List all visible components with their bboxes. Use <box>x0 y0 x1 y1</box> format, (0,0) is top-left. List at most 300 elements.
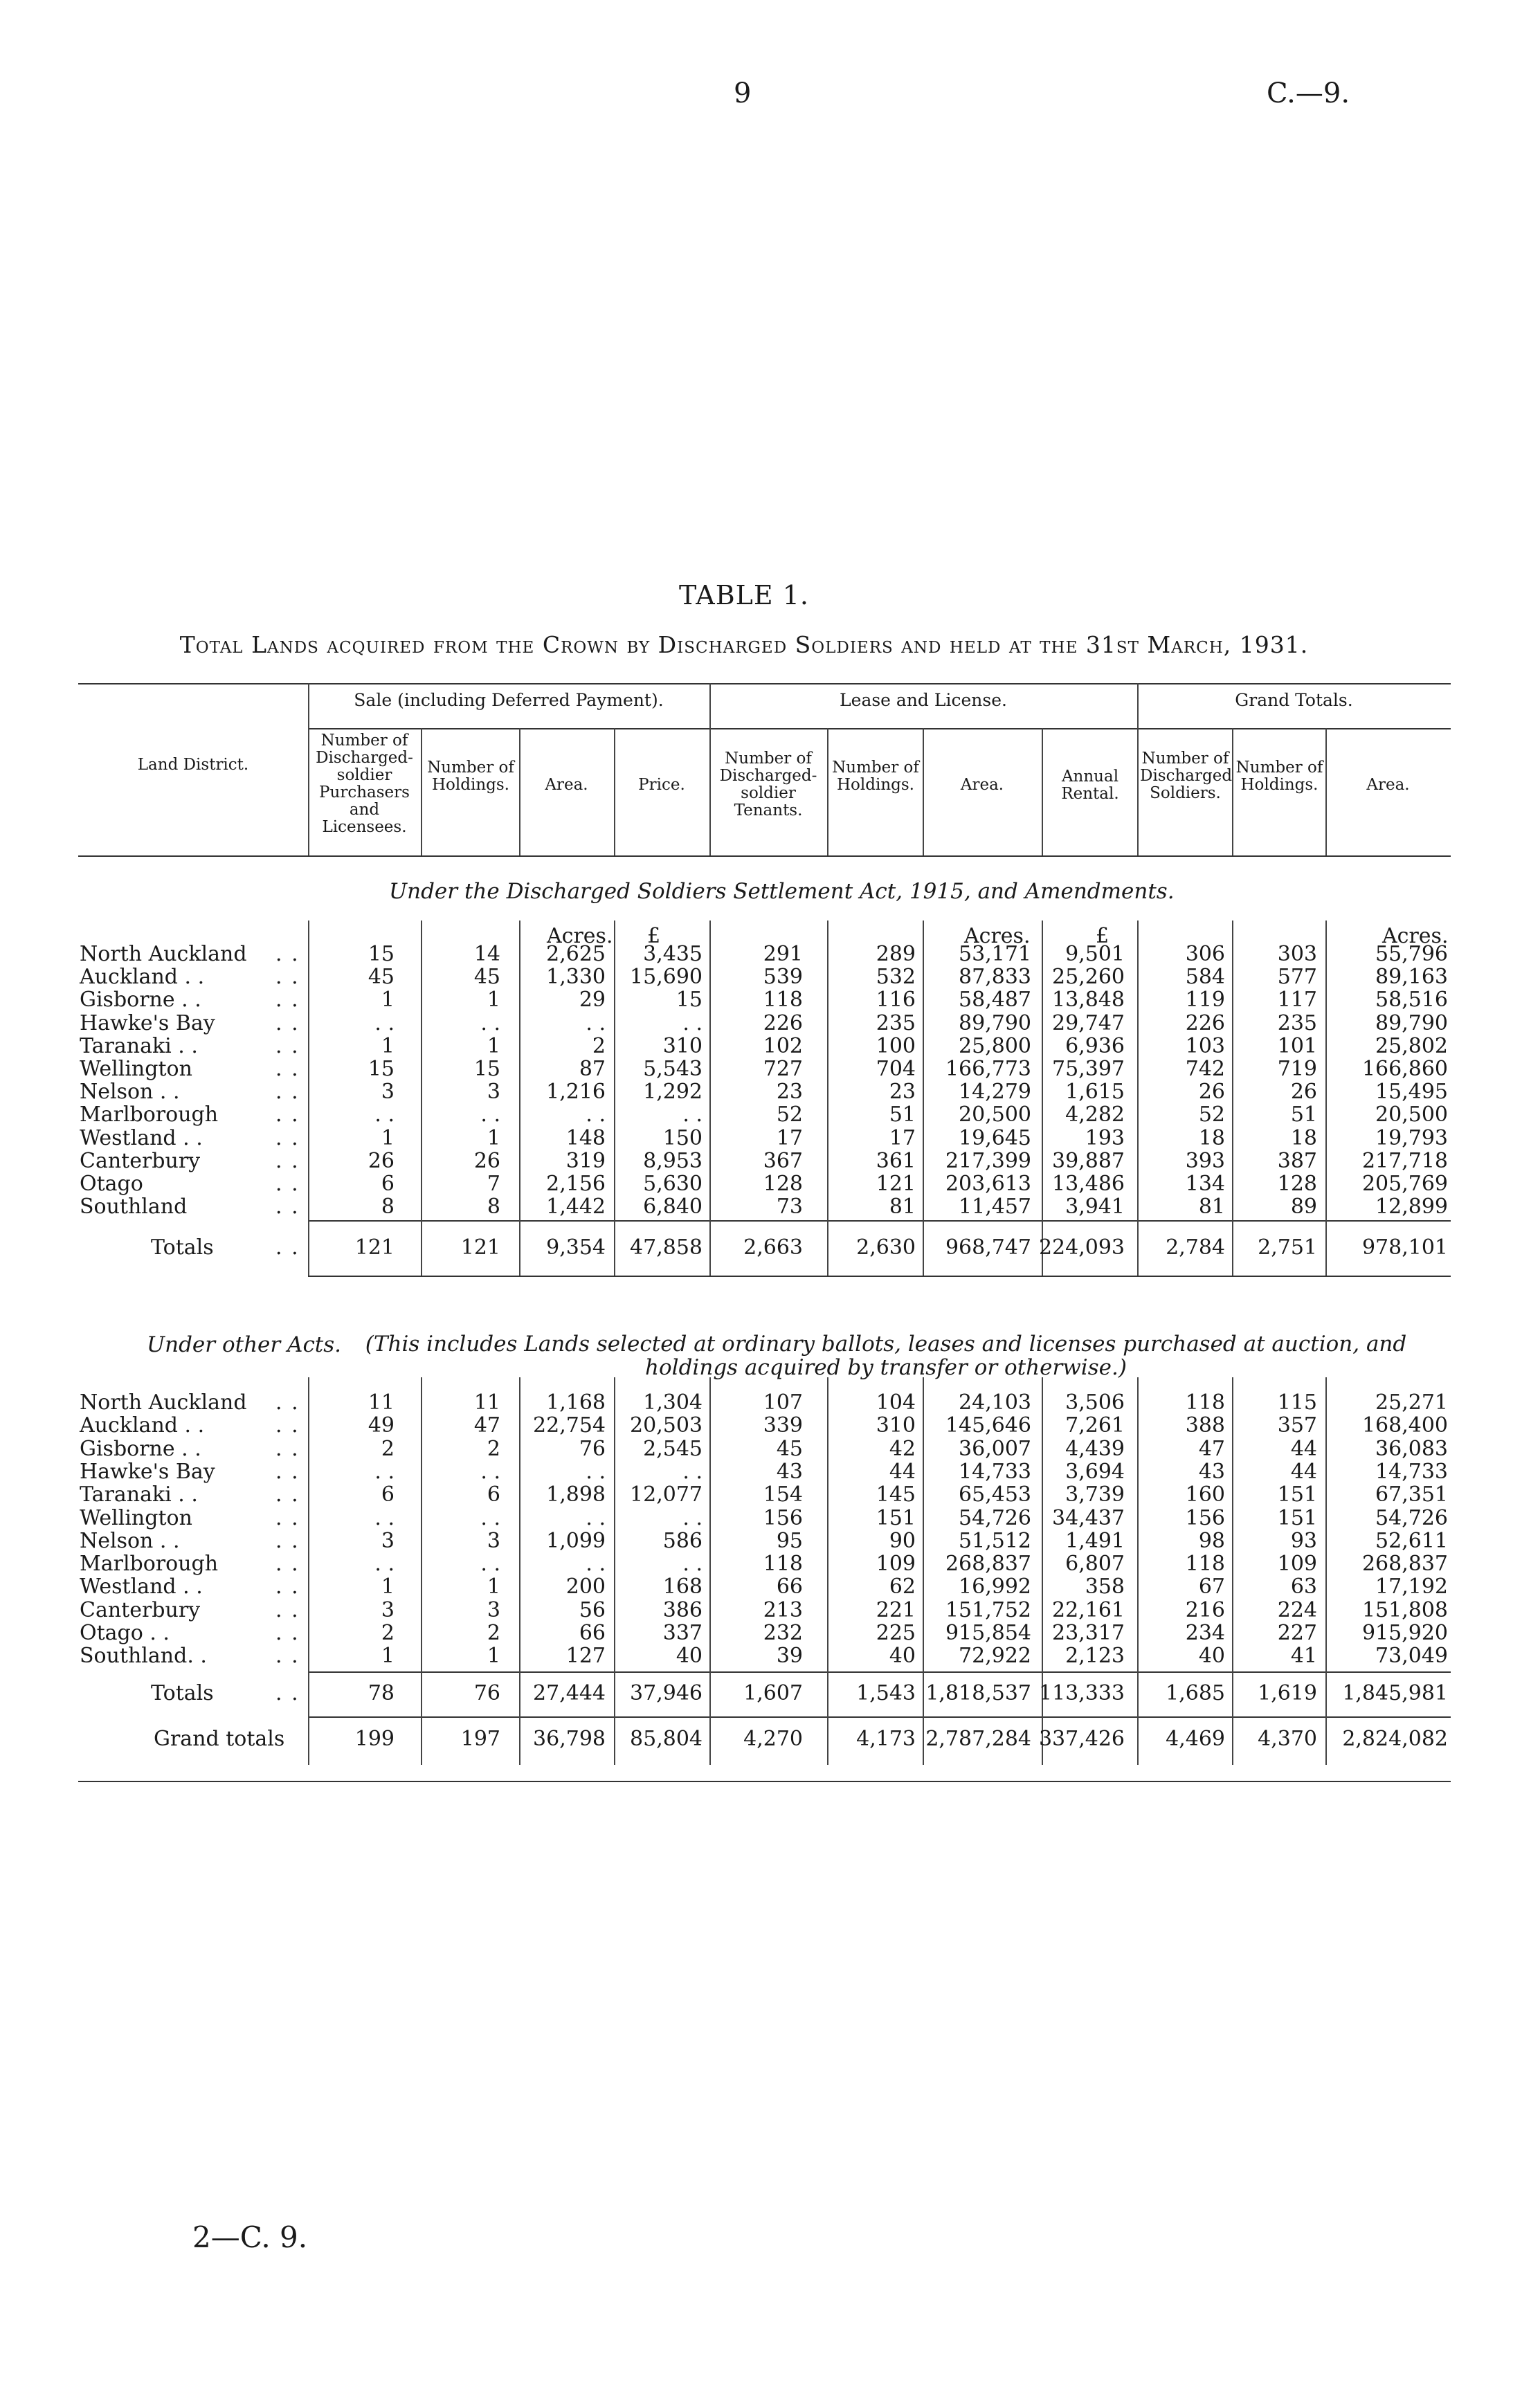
table-cell: 67 <box>1198 1575 1225 1599</box>
table-cell: 1 <box>381 1644 395 1669</box>
table-row <box>0 1127 1540 1150</box>
table-cell: 4,469 <box>1166 1727 1225 1751</box>
table-cell: . . <box>374 1505 395 1530</box>
table-cell: 95 <box>776 1528 803 1553</box>
table-cell: 3,506 <box>1065 1390 1125 1415</box>
header-group-rule <box>308 728 1451 729</box>
table-cell: 224,093 <box>1038 1235 1125 1260</box>
table-cell: 17,192 <box>1375 1575 1448 1599</box>
district-name: Nelson . . <box>80 1528 180 1553</box>
table-cell: 11,457 <box>959 1195 1031 1219</box>
table-cell: 119 <box>1185 988 1225 1013</box>
table-cell: 2,787,284 <box>925 1727 1031 1751</box>
table-cell: 2,123 <box>1065 1644 1125 1669</box>
table-cell: 37,946 <box>630 1681 703 1705</box>
table-row <box>0 1035 1540 1058</box>
district-name: Otago <box>80 1172 143 1196</box>
table-cell: 1,292 <box>643 1080 703 1105</box>
table-cell: 216 <box>1185 1597 1225 1622</box>
table-cell: 225 <box>876 1621 916 1645</box>
table-cell: 1,543 <box>856 1681 916 1705</box>
table-cell: 44 <box>889 1459 916 1484</box>
table-cell: 1,099 <box>546 1528 606 1553</box>
leader-dots: . . <box>275 1010 300 1035</box>
table-cell: 20,500 <box>1375 1103 1448 1127</box>
table-row <box>0 1080 1540 1103</box>
table-row <box>0 1622 1540 1644</box>
table-cell: . . <box>586 1459 606 1484</box>
table-cell: 23 <box>776 1080 803 1105</box>
table-cell: 36,083 <box>1375 1436 1448 1461</box>
unit-sale-price: £ <box>647 924 661 948</box>
table-cell: 118 <box>1185 1552 1225 1577</box>
table-cell: 81 <box>1198 1195 1225 1219</box>
table-cell: 337 <box>662 1621 703 1645</box>
table-cell: 89 <box>1290 1195 1317 1219</box>
leader-dots: . . <box>275 1235 300 1260</box>
district-name: Canterbury <box>80 1148 201 1173</box>
table-cell: . . <box>682 1459 703 1484</box>
table-cell: . . <box>480 1103 500 1127</box>
table-cell: 72,922 <box>959 1644 1031 1669</box>
table-cell: 151,808 <box>1361 1597 1448 1622</box>
table-cell: 1,818,537 <box>925 1681 1031 1705</box>
table-cell: 14 <box>473 942 500 966</box>
unit-sale-area: Acres. <box>547 924 613 948</box>
table-cell: 45 <box>368 965 395 990</box>
table-cell: 532 <box>876 965 916 990</box>
table-cell: 104 <box>876 1390 916 1415</box>
table-cell: 357 <box>1277 1413 1317 1438</box>
table-cell: 11 <box>368 1390 395 1415</box>
table-cell: 3 <box>487 1597 500 1622</box>
table-row <box>0 1150 1540 1172</box>
table-cell: 1,216 <box>546 1080 606 1105</box>
table-cell: 235 <box>1277 1010 1317 1035</box>
table-row <box>0 1058 1540 1080</box>
table-cell: 44 <box>1290 1436 1317 1461</box>
table-cell: 217,718 <box>1361 1148 1448 1173</box>
table-cell: 200 <box>565 1575 606 1599</box>
district-name: Marlborough <box>80 1103 219 1127</box>
leader-dots: . . <box>275 1057 300 1081</box>
district-name: Gisborne . . <box>80 988 201 1013</box>
table-cell: . . <box>586 1010 606 1035</box>
table-cell: 73,049 <box>1375 1644 1448 1669</box>
table-cell: 14,733 <box>1375 1459 1448 1484</box>
district-name: Westland . . <box>80 1575 203 1599</box>
table-cell: 102 <box>763 1033 803 1058</box>
table-cell: 235 <box>876 1010 916 1035</box>
table-cell: 1 <box>487 1125 500 1150</box>
table-subtitle: Total Lands acquired from the Crown by Discharged Soldiers and held at the 31st March, 1931. <box>179 631 1309 658</box>
table-cell: 719 <box>1277 1057 1317 1081</box>
table-cell: 51 <box>889 1103 916 1127</box>
table-cell: 2,625 <box>546 942 606 966</box>
table-cell: 26 <box>473 1148 500 1173</box>
table-cell: 22,161 <box>1052 1597 1125 1622</box>
table-cell: 6,807 <box>1065 1552 1125 1577</box>
table-cell: 193 <box>1085 1125 1125 1150</box>
table-cell: 11 <box>473 1390 500 1415</box>
leader-dots: . . <box>275 1195 300 1219</box>
table-cell: 87,833 <box>959 965 1031 990</box>
table-cell: 25,260 <box>1052 965 1125 990</box>
table-row <box>0 943 1540 965</box>
table-cell: 3,435 <box>643 942 703 966</box>
leader-dots: . . <box>275 1103 300 1127</box>
table-row <box>0 1438 1540 1460</box>
table-cell: 1 <box>381 1575 395 1599</box>
table-cell: 89,790 <box>1375 1010 1448 1035</box>
table-cell: 4,282 <box>1065 1103 1125 1127</box>
district-name: Gisborne . . <box>80 1436 201 1461</box>
table-cell: 6 <box>381 1482 395 1507</box>
table-cell: 128 <box>1277 1172 1317 1196</box>
table-row <box>0 1507 1540 1530</box>
table-cell: 1,442 <box>546 1195 606 1219</box>
table-cell: 115 <box>1277 1390 1317 1415</box>
table-cell: 2,751 <box>1258 1235 1317 1260</box>
column-divider <box>421 728 422 855</box>
table-cell: 75,397 <box>1052 1057 1125 1081</box>
leader-dots: . . <box>275 1033 300 1058</box>
unit-grand-area: Acres. <box>1382 924 1449 948</box>
header-grand-area: Area. <box>1366 776 1410 794</box>
table-cell: 34,437 <box>1052 1505 1125 1530</box>
district-name: Totals <box>151 1235 214 1260</box>
table-cell: 3 <box>381 1080 395 1105</box>
table-cell: 107 <box>763 1390 803 1415</box>
table-cell: 393 <box>1185 1148 1225 1173</box>
table-cell: 29,747 <box>1052 1010 1125 1035</box>
table-cell: 15,495 <box>1375 1080 1448 1105</box>
table-cell: 1 <box>381 1125 395 1150</box>
header-sale-purchasers: Number of Discharged-soldier Purchasers and Licensees. <box>316 732 413 836</box>
table-cell: 1,615 <box>1065 1080 1125 1105</box>
table-cell: 2,156 <box>546 1172 606 1196</box>
table-cell: 156 <box>763 1505 803 1530</box>
header-lease-holdings: Number of Holdings. <box>832 759 919 794</box>
leader-dots: . . <box>275 1482 300 1507</box>
table-cell: 232 <box>763 1621 803 1645</box>
table-cell: 56 <box>579 1597 606 1622</box>
table-cell: 23,317 <box>1052 1621 1125 1645</box>
table-cell: 1 <box>381 1033 395 1058</box>
table-cell: 166,773 <box>945 1057 1031 1081</box>
table-cell: 234 <box>1185 1621 1225 1645</box>
table-cell: 17 <box>889 1125 916 1150</box>
leader-dots: . . <box>275 1125 300 1150</box>
header-grand-holdings: Number of Holdings. <box>1235 759 1323 794</box>
table-cell: 145,646 <box>945 1413 1031 1438</box>
table-row <box>0 1195 1540 1218</box>
table-cell: 51,512 <box>959 1528 1031 1553</box>
table-cell: 160 <box>1185 1482 1225 1507</box>
table-row <box>0 988 1540 1011</box>
table-cell: 2,824,082 <box>1342 1727 1448 1751</box>
table-cell: 3 <box>381 1528 395 1553</box>
leader-dots: . . <box>275 1552 300 1577</box>
table-cell: 2 <box>381 1436 395 1461</box>
table-cell: 310 <box>662 1033 703 1058</box>
table-cell: 29 <box>579 988 606 1013</box>
table-cell: 2 <box>592 1033 606 1058</box>
page-code: C.—9. <box>1267 78 1350 109</box>
table-cell: 26 <box>368 1148 395 1173</box>
table-cell: 268,837 <box>945 1552 1031 1577</box>
table-cell: 4,439 <box>1065 1436 1125 1461</box>
leader-dots: . . <box>275 1621 300 1645</box>
table-cell: 103 <box>1185 1033 1225 1058</box>
table-row <box>0 1460 1540 1483</box>
table-cell: 1 <box>381 988 395 1013</box>
leader-dots: . . <box>275 1597 300 1622</box>
table-cell: 39 <box>776 1644 803 1669</box>
table-cell: 27,444 <box>533 1681 606 1705</box>
table-cell: 978,101 <box>1361 1235 1448 1260</box>
leader-dots: . . <box>275 1575 300 1599</box>
table-cell: 150 <box>662 1125 703 1150</box>
table-cell: 226 <box>763 1010 803 1035</box>
table-cell: 224 <box>1277 1597 1317 1622</box>
district-name: Totals <box>151 1681 214 1705</box>
table-cell: 18 <box>1198 1125 1225 1150</box>
footer-code: 2—C. 9. <box>192 2220 308 2254</box>
table-row <box>0 1414 1540 1437</box>
table-row <box>0 1103 1540 1126</box>
table-cell: . . <box>374 1010 395 1035</box>
table-cell: 3,694 <box>1065 1459 1125 1484</box>
table-cell: 12,077 <box>630 1482 703 1507</box>
table-cell: 289 <box>876 942 916 966</box>
table-cell: 62 <box>889 1575 916 1599</box>
table-cell: 1 <box>487 1644 500 1669</box>
table-cell: 968,747 <box>945 1235 1031 1260</box>
table-cell: 93 <box>1290 1528 1317 1553</box>
table-cell: 3 <box>487 1080 500 1105</box>
table-cell: 319 <box>565 1148 606 1173</box>
table-cell: 118 <box>1185 1390 1225 1415</box>
table-cell: 156 <box>1185 1505 1225 1530</box>
table-cell: 25,800 <box>959 1033 1031 1058</box>
district-name: Canterbury <box>80 1597 201 1622</box>
header-sale-price: Price. <box>638 776 685 794</box>
totals-row <box>0 1236 1540 1259</box>
table-cell: 54,726 <box>1375 1505 1448 1530</box>
table-cell: 14,279 <box>959 1080 1031 1105</box>
table-cell: 1,845,981 <box>1342 1681 1448 1705</box>
table-cell: 1 <box>487 988 500 1013</box>
table-cell: 40 <box>1198 1644 1225 1669</box>
table-cell: . . <box>586 1552 606 1577</box>
table-cell: 52 <box>1198 1103 1225 1127</box>
section1-totals-rule <box>308 1220 1451 1222</box>
table-cell: 41 <box>1290 1644 1317 1669</box>
table-cell: 45 <box>776 1436 803 1461</box>
table-cell: 58,516 <box>1375 988 1448 1013</box>
table-cell: 1,330 <box>546 965 606 990</box>
header-lease-area: Area. <box>960 776 1004 794</box>
table-cell: 151 <box>1277 1482 1317 1507</box>
table-cell: 168 <box>662 1575 703 1599</box>
table-cell: 47 <box>1198 1436 1225 1461</box>
table-cell: 727 <box>763 1057 803 1081</box>
table-cell: . . <box>586 1103 606 1127</box>
table-cell: 89,790 <box>959 1010 1031 1035</box>
table-cell: 66 <box>776 1575 803 1599</box>
page-number: 9 <box>734 78 752 109</box>
table-cell: . . <box>682 1505 703 1530</box>
leader-dots: . . <box>275 942 300 966</box>
table-cell: . . <box>480 1552 500 1577</box>
table-cell: 23 <box>889 1080 916 1105</box>
table-cell: 358 <box>1085 1575 1125 1599</box>
table-cell: 217,399 <box>945 1148 1031 1173</box>
table-cell: 43 <box>1198 1459 1225 1484</box>
leader-dots: . . <box>275 1681 300 1705</box>
table-cell: 291 <box>763 942 803 966</box>
district-name: Westland . . <box>80 1125 203 1150</box>
table-row <box>0 1391 1540 1414</box>
table-cell: 3 <box>381 1597 395 1622</box>
table-cell: 15 <box>473 1057 500 1081</box>
table-cell: 42 <box>889 1436 916 1461</box>
section2-note: (This includes Lands selected at ordinary ballots, leases and licenses purchased at auction, and holdings acquired by transfer or otherwise.) <box>365 1332 1407 1380</box>
table-cell: 13,486 <box>1052 1172 1125 1196</box>
table-top-rule <box>78 683 1451 684</box>
table-cell: 52 <box>776 1103 803 1127</box>
table-cell: 15 <box>676 988 703 1013</box>
table-cell: . . <box>586 1505 606 1530</box>
table-cell: 15 <box>368 1057 395 1081</box>
table-cell: 47,858 <box>630 1235 703 1260</box>
table-cell: . . <box>374 1103 395 1127</box>
table-cell: 2 <box>381 1621 395 1645</box>
table-cell: 227 <box>1277 1621 1317 1645</box>
table-cell: 2 <box>487 1436 500 1461</box>
table-cell: 15,690 <box>630 965 703 990</box>
district-name: Hawke's Bay <box>80 1010 215 1035</box>
table-cell: 586 <box>662 1528 703 1553</box>
leader-dots: . . <box>275 1644 300 1669</box>
section2-totals-rule <box>308 1671 1451 1673</box>
table-cell: 17 <box>776 1125 803 1150</box>
table-cell: 1,304 <box>643 1390 703 1415</box>
table-cell: 51 <box>1290 1103 1317 1127</box>
table-cell: 1,491 <box>1065 1528 1125 1553</box>
table-cell: 19,645 <box>959 1125 1031 1150</box>
table-cell: 199 <box>354 1727 395 1751</box>
table-cell: 98 <box>1198 1528 1225 1553</box>
table-cell: 2,663 <box>743 1235 803 1260</box>
leader-dots: . . <box>275 965 300 990</box>
table-cell: 78 <box>368 1681 395 1705</box>
table-cell: 89,163 <box>1375 965 1448 990</box>
table-cell: . . <box>480 1459 500 1484</box>
table-cell: 3,739 <box>1065 1482 1125 1507</box>
district-name: Hawke's Bay <box>80 1459 215 1484</box>
table-cell: 128 <box>763 1172 803 1196</box>
header-sale-holdings: Number of Holdings. <box>427 759 514 794</box>
district-name: Southland <box>80 1195 188 1219</box>
leader-dots: . . <box>275 1172 300 1196</box>
table-cell: 303 <box>1277 942 1317 966</box>
table-cell: 67,351 <box>1375 1482 1448 1507</box>
table-cell: 166,860 <box>1361 1057 1448 1081</box>
table-cell: . . <box>374 1552 395 1577</box>
table-cell: 40 <box>889 1644 916 1669</box>
table-cell: 203,613 <box>945 1172 1031 1196</box>
table-cell: 2,630 <box>856 1235 916 1260</box>
leader-dots: . . <box>275 1505 300 1530</box>
table-cell: 1 <box>487 1575 500 1599</box>
table-cell: 9,501 <box>1065 942 1125 966</box>
table-cell: 4,270 <box>743 1727 803 1751</box>
district-name: Wellington <box>80 1505 192 1530</box>
table-cell: 742 <box>1185 1057 1225 1081</box>
table-cell: 116 <box>876 988 916 1013</box>
leader-dots: . . <box>275 1148 300 1173</box>
table-bottom-rule <box>78 1781 1451 1782</box>
table-cell: 3 <box>487 1528 500 1553</box>
table-cell: 100 <box>876 1033 916 1058</box>
table-cell: 40 <box>676 1644 703 1669</box>
table-cell: 76 <box>579 1436 606 1461</box>
table-cell: 154 <box>763 1482 803 1507</box>
header-grand-soldiers: Number of Discharged Soldiers. <box>1140 750 1233 802</box>
table-cell: 14,733 <box>959 1459 1031 1484</box>
table-cell: 151,752 <box>945 1597 1031 1622</box>
table-cell: 20,500 <box>959 1103 1031 1127</box>
table-cell: 1,168 <box>546 1390 606 1415</box>
table-cell: 43 <box>776 1459 803 1484</box>
table-cell: 148 <box>565 1125 606 1150</box>
table-cell: 22,754 <box>533 1413 606 1438</box>
table-row <box>0 1599 1540 1622</box>
district-name: Wellington <box>80 1057 192 1081</box>
table-cell: 205,769 <box>1361 1172 1448 1196</box>
section2-bottom-rule <box>308 1716 1451 1718</box>
table-cell: 213 <box>763 1597 803 1622</box>
table-cell: 3,941 <box>1065 1195 1125 1219</box>
leader-dots: . . <box>275 1390 300 1415</box>
table-cell: 25,802 <box>1375 1033 1448 1058</box>
table-cell: 339 <box>763 1413 803 1438</box>
leader-dots: . . <box>275 988 300 1013</box>
table-cell: 367 <box>763 1148 803 1173</box>
table-cell: 65,453 <box>959 1482 1031 1507</box>
unit-lease-area: Acres. <box>964 924 1031 948</box>
section2-title: Under other Acts. <box>147 1332 342 1357</box>
table-cell: 36,007 <box>959 1436 1031 1461</box>
leader-dots: . . <box>275 1528 300 1553</box>
table-cell: 54,726 <box>959 1505 1031 1530</box>
table-row <box>0 1012 1540 1035</box>
leader-dots: . . <box>275 1436 300 1461</box>
table-cell: 73 <box>776 1195 803 1219</box>
table-row <box>0 1172 1540 1195</box>
table-row <box>0 1575 1540 1598</box>
district-name: Otago . . <box>80 1621 170 1645</box>
table-cell: 13,848 <box>1052 988 1125 1013</box>
table-cell: 915,854 <box>945 1621 1031 1645</box>
table-cell: 63 <box>1290 1575 1317 1599</box>
table-cell: . . <box>480 1010 500 1035</box>
table-cell: 7,261 <box>1065 1413 1125 1438</box>
district-name: Marlborough <box>80 1552 219 1577</box>
table-cell: 12,899 <box>1375 1195 1448 1219</box>
